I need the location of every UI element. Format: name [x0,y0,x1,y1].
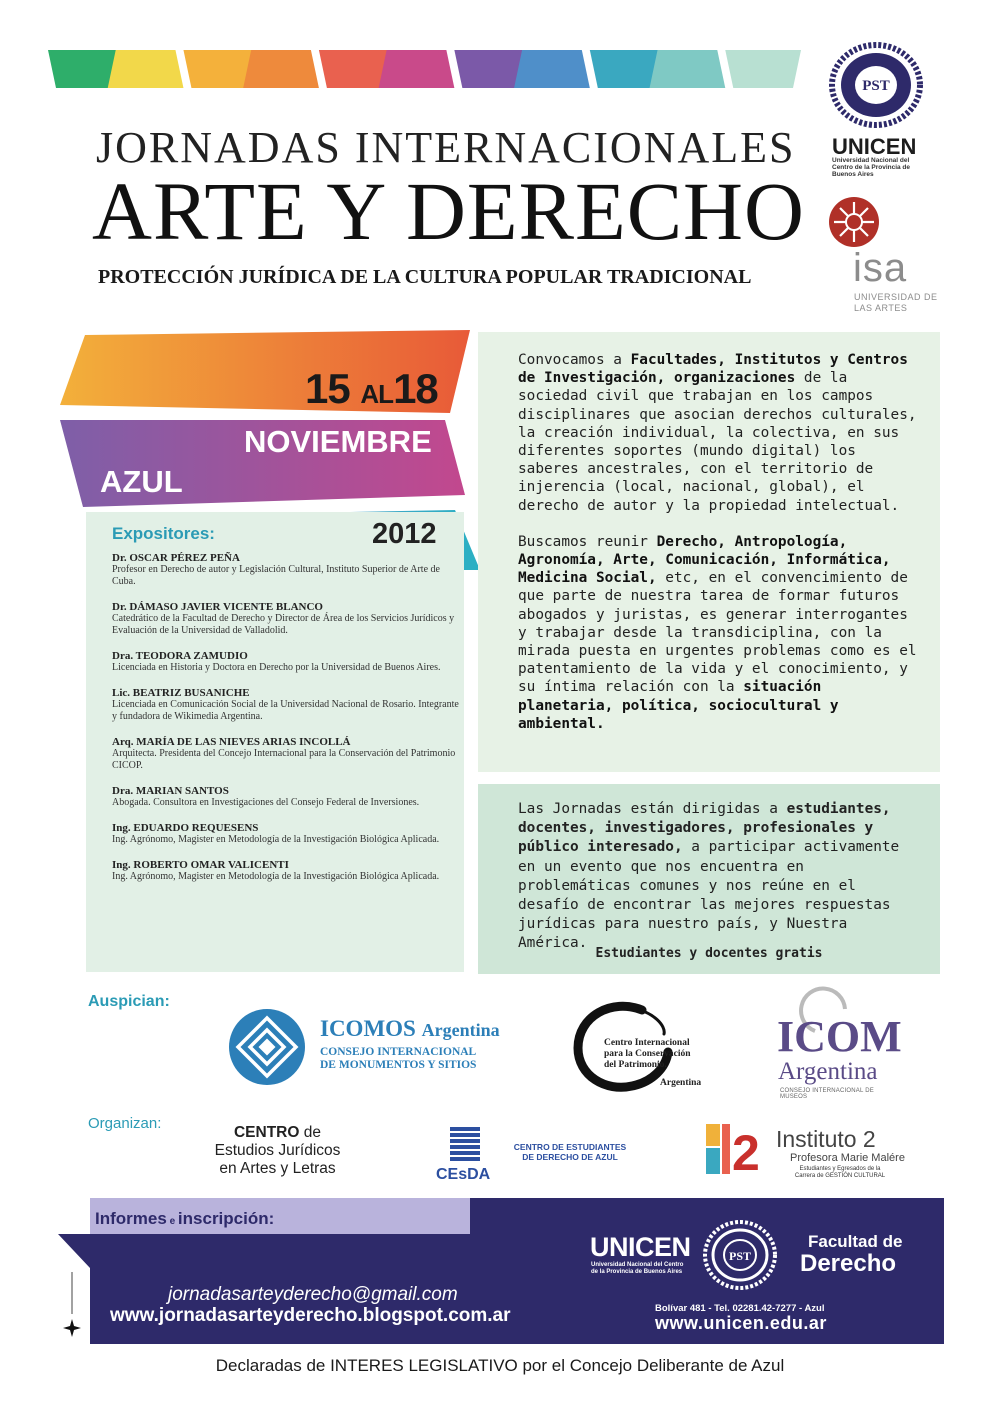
speaker-description: Ing. Agrónomo, Magister en Metodología de la Investigación Biológica Aplicada. [112,834,440,845]
icomos-logo-icon [228,1008,306,1086]
legislative-declaration: Declaradas de INTERES LEGISLATIVO por el Concejo Deliberante de Azul [215,1356,785,1375]
speakers-heading: Expositores: [112,524,215,543]
band-segment [379,50,455,88]
speaker-item [112,601,462,637]
speaker-name: Dr. OSCAR PÉREZ PEÑA [112,552,240,564]
instituto-2-logo-icon [706,1124,772,1181]
top-color-band [48,50,793,88]
band-segment [650,50,726,88]
event-month: NOVIEMBRE [244,424,432,459]
speaker-item [112,736,462,772]
speaker-name: Lic. BEATRIZ BUSANICHE [112,687,250,699]
event-year: 2012 [372,518,437,550]
speaker-description: Licenciada en Comunicación Social de la Universidad Nacional de Rosario. Integrante y fundadora de Wikimedia Argentina. [112,699,459,722]
event-website-link[interactable]: www.jornadasarteyderecho.blogspot.com.ar [110,1305,511,1326]
cesda-logo-icon [434,1125,496,1181]
isa-subtitle: UNIVERSIDAD DE LAS ARTES [854,292,938,313]
unicen-subtitle: Universidad Nacional del Centro de la Provincia de Buenos Aires [832,157,911,178]
designer-credit-icon [52,1262,92,1342]
sponsors-label: Auspician: [88,993,170,1010]
band-segment [243,50,319,88]
svg-text:PST: PST [862,78,890,94]
speaker-description: Arquitecta. Presidenta del Concejo Internacional para la Conservación del Patrimonio CICOP. [112,748,456,771]
call-text [518,351,923,751]
audience-text: Las Jornadas están dirigidas a estudiantes, docentes, investigadores, profesionales y público interesado, a participar activamente en un evento que nos encuentra en problemáticas comunes y nos reúne en el desafío de encontrar las mejores respuestas jurídicas para nuestro país, y Nuestra América. [518,801,900,952]
isa-emblem-icon [828,196,880,248]
speaker-description: Abogada. Consultora en Investigaciones del Consejo Federal de Inversiones. [112,797,420,808]
faculty-label: Facultad de [808,1232,903,1251]
icom-subtitle: CONSEJO INTERNACIONAL DE MUSEOS [780,1088,874,1100]
speaker-name: Ing. ROBERTO OMAR VALICENTI [112,859,289,871]
speakers-list [112,552,462,896]
unicen-seal-icon [826,40,926,130]
speaker-name: Dra. MARIAN SANTOS [112,785,229,797]
speaker-name: Arq. MARÍA DE LAS NIEVES ARIAS INCOLLÁ [112,736,351,748]
cicop-country: Argentina [660,1078,702,1088]
speaker-item [112,785,462,809]
cejal-name: CENTRO de Estudios Jurídicos en Artes y Letras [214,1124,341,1177]
speaker-description: Catedrático de la Facultad de Derecho y Director de Área de los Servicios Jurídicos y Evaluación de la Universidad de Valladolid. [112,613,455,636]
unicen-name: UNICEN [832,134,917,159]
instituto-2-professor: Profesora Marie Malére [790,1152,905,1164]
band-segment [108,50,184,88]
icom-logo-icon [775,993,902,1061]
instituto-2-name: Instituto 2 [776,1126,876,1152]
footer-unicen-subtitle: Universidad Nacional del Centro de la Provincia de Buenos Aires [591,1262,684,1275]
subtitle: PROTECCIÓN JURÍDICA DE LA CULTURA POPULAR TRADICIONAL [98,266,752,288]
call-paragraph-1: Convocamos a Facultades, Institutos y Centros de Investigación, organizaciones de la sociedad civil que trabajan en los campos disciplinares que asocian derechos culturales, la creación individual, la colectiva, en sus diferentes soportes (mundo digital) los saberes ancestrales, con el territorio de injerencia (local, nacional, global), el derecho de autor y la propiedad intelectual. [518,352,917,514]
cesda-acronym: CEsDA [436,1166,491,1183]
title-line-2: ARTE Y DERECHO [92,165,805,257]
speaker-description: Profesor en Derecho de autor y Legislación Cultural, Instituto Superior de Arte de Cuba. [112,564,440,587]
call-paragraph-2: Buscamos reunir Derecho, Antropología, Agronomía, Arte, Comunicación, Informática, Medicina Social, etc, en el convencimiento de que parte de nuestra tarea de formar futuros abogados y juristas, es generar interrogantes y trabajar desde la transdiciplina, con la mirada puesta en urgentes problemas como es el patentamiento de la vida y el conocimiento, y su íntima relación con la situación planetaria, política, sociocultural y ambiental. [518,533,917,732]
event-city: AZUL [100,464,183,499]
speaker-name: Dr. DÁMASO JAVIER VICENTE BLANCO [112,601,323,613]
icomos-subtitle: CONSEJO INTERNACIONAL DE MONUMENTOS Y SITIOS [320,1046,477,1071]
band-segment [514,50,590,88]
speaker-name: Dra. TEODORA ZAMUDIO [112,650,248,662]
faculty-name: Derecho [800,1250,897,1277]
speaker-item [112,650,462,674]
speaker-description: Licenciada en Historia y Doctora en Derecho por la Universidad de Buenos Aires. [112,662,441,673]
event-dates: 15 AL18 [305,365,438,412]
icom-country: Argentina [778,1058,878,1085]
instituto-2-mark: 2 [732,1125,760,1181]
instituto-2-subtitle: Estudiantes y Egresados de la Carrera de GESTIÓN CULTURAL [794,1166,886,1179]
footer-address: Bolívar 481 - Tel. 02281.42-7277 - Azul [655,1303,825,1314]
band-segment [725,50,801,88]
contact-email-link[interactable]: jornadasarteyderecho@gmail.com [168,1284,458,1305]
informes-label: Informes e inscripción: [95,1209,275,1228]
speaker-description: Ing. Agrónomo, Magister en Metodología de la Investigación Biológica Aplicada. [112,871,440,882]
footer-unicen-name: UNICEN [590,1232,691,1262]
cicop-name: Centro Internacional para la Conservación del Patrimonio. [604,1038,691,1070]
isa-name: isa [853,246,908,290]
speaker-name: Ing. EDUARDO REQUESENS [112,822,259,834]
cesda-subtitle: CENTRO DE ESTUDIANTES DE DERECHO DE AZUL [513,1142,627,1162]
icom-name: ICOM [777,1012,902,1061]
organizers-label: Organizan: [88,1115,162,1132]
footer-unicen-seal-icon [702,1218,778,1292]
free-admission-note: Estudiantes y docentes gratis [595,946,823,961]
title-line-1: JORNADAS INTERNACIONALES [96,123,796,172]
speaker-item [112,687,462,723]
icomos-name: ICOMOS Argentina [320,1016,500,1041]
speaker-item [112,859,462,883]
unicen-website-link[interactable]: www.unicen.edu.ar [655,1313,827,1333]
speaker-item [112,552,462,588]
svg-text:PST: PST [728,1249,752,1263]
speaker-item [112,822,462,846]
